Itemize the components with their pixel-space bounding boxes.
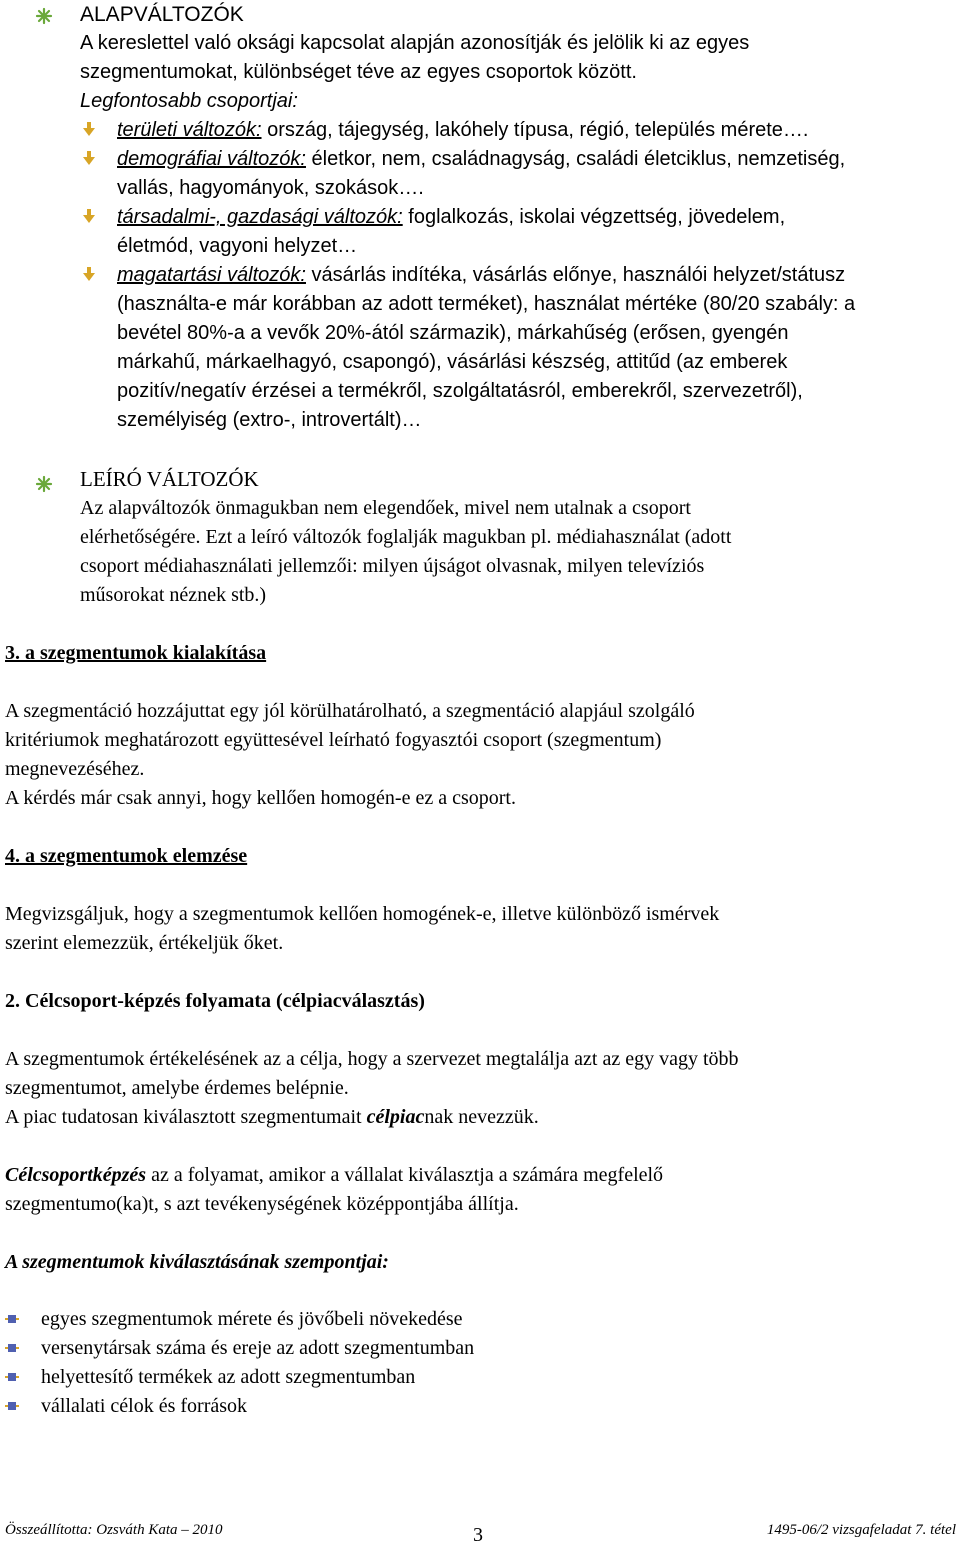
subheading-csoportjai: Legfontosabb csoportjai: [80, 90, 298, 112]
paragraph-line: szegmentumokat, különbséget téve az egyes csoportok között. [80, 61, 637, 83]
list-item: magatartási változók: vásárlás indítéka, vásárlás előnye, használói helyzet/státusz [117, 264, 846, 286]
blue-square-bullet-icon [5, 1312, 19, 1326]
paragraph-line: kritériumok meghatározott együttesével leírható fogyasztói csoport (szegmentum) [5, 729, 662, 751]
footer-author: Összeállította: Ozsváth Kata – 2010 [5, 1522, 223, 1538]
paragraph-line: szegmentumot, amelybe érdemes belépnie. [5, 1077, 349, 1099]
list-item: demográfiai változók: életkor, nem, családnagyság, családi életciklus, nemzetiség, [117, 148, 846, 170]
list-item: társadalmi-, gazdasági változók: foglalkozás, iskolai végzettség, jövedelem, [117, 206, 786, 228]
paragraph-line: A szegmentáció hozzájuttat egy jól körülhatárolható, a szegmentáció alapjául szolgáló [5, 700, 695, 722]
heading-section-4: 4. a szegmentumok elemzése [5, 845, 248, 867]
green-star-bullet-icon [35, 7, 53, 25]
heading-section-3: 3. a szegmentumok kialakítása [5, 642, 267, 664]
paragraph-line: Megvizsgáljuk, hogy a szegmentumok kellően homogének-e, illetve különböző ismérvek [5, 903, 720, 925]
criteria-item: egyes szegmentumok mérete és jövőbeli növekedése [41, 1308, 463, 1330]
criteria-heading: A szegmentumok kiválasztásának szempontjai: [5, 1251, 389, 1273]
list-item: területi változók: ország, tájegység, lakóhely típusa, régió, település mérete…. [117, 119, 809, 141]
paragraph-line: A kereslettel való oksági kapcsolat alapján azonosítják és jelölik ki az egyes [80, 32, 750, 54]
page-number: 3 [473, 1524, 483, 1546]
paragraph-line: szerint elemezzük, értékeljük őket. [5, 932, 284, 954]
paragraph-line: A szegmentumok értékelésének az a célja, hogy a szervezet megtalálja azt az egy vagy több [5, 1048, 739, 1070]
blue-square-bullet-icon [5, 1341, 19, 1355]
heading-section-2: 2. Célcsoport-képzés folyamata (célpiacválasztás) [5, 990, 425, 1012]
paragraph-line: szegmentumo(ka)t, s azt tevékenységének középpontjába állítja. [5, 1193, 519, 1215]
footer-exam-code: 1495-06/2 vizsgafeladat 7. tétel [766, 1522, 956, 1538]
paragraph-line: megnevezéséhez. [5, 758, 145, 780]
blue-square-bullet-icon [5, 1370, 19, 1384]
green-star-bullet-icon [35, 475, 53, 493]
heading-alapvaltozok: ALAPVÁLTOZÓK [80, 3, 244, 26]
list-item-continuation: pozitív/negatív érzései a termékről, szolgáltatásról, emberekről, szervezetről), [117, 380, 803, 402]
arrow-bullet-icon [83, 151, 95, 165]
blue-square-bullet-icon [5, 1399, 19, 1413]
arrow-bullet-icon [83, 267, 95, 281]
list-item-continuation: életmód, vagyoni helyzet… [117, 235, 358, 257]
list-item-continuation: bevétel 80%-a a vevők 20%-ától származik), márkahűség (erősen, gyengén [117, 322, 789, 344]
list-item-continuation: (használta-e már korábban az adott terméket), használat mértéke (80/20 szabály: a [117, 293, 856, 315]
arrow-bullet-icon [83, 122, 95, 136]
paragraph-line: Célcsoportképzés az a folyamat, amikor a vállalat kiválasztja a számára megfelelő [5, 1164, 664, 1186]
criteria-item: versenytársak száma és ereje az adott szegmentumban [41, 1337, 475, 1359]
list-item-continuation: vallás, hagyományok, szokások…. [117, 177, 424, 199]
heading-leiro-valtozok: LEÍRÓ VÁLTOZÓK [80, 467, 259, 491]
criteria-item: vállalati célok és források [41, 1395, 248, 1417]
arrow-bullet-icon [83, 209, 95, 223]
paragraph-line: Az alapváltozók önmagukban nem elegendőek, mivel nem utalnak a csoport [80, 497, 691, 519]
paragraph-line: A piac tudatosan kiválasztott szegmentumait célpiacnak nevezzük. [5, 1106, 539, 1128]
list-item-continuation: márkahű, márkaelhagyó, csapongó), vásárlási készség, attitűd (az emberek [117, 351, 788, 373]
paragraph-line: műsorokat néznek stb.) [80, 584, 267, 606]
paragraph-line: A kérdés már csak annyi, hogy kellően homogén-e ez a csoport. [5, 787, 516, 809]
paragraph-line: elérhetőségére. Ezt a leíró változók foglalják magukban pl. médiahasználat (adott [80, 526, 732, 548]
paragraph-line: csoport médiahasználati jellemzői: milyen újságot olvasnak, milyen televíziós [80, 555, 705, 577]
list-item-continuation: személyiség (extro-, introvertált)… [117, 409, 422, 431]
criteria-item: helyettesítő termékek az adott szegmentumban [41, 1366, 416, 1388]
